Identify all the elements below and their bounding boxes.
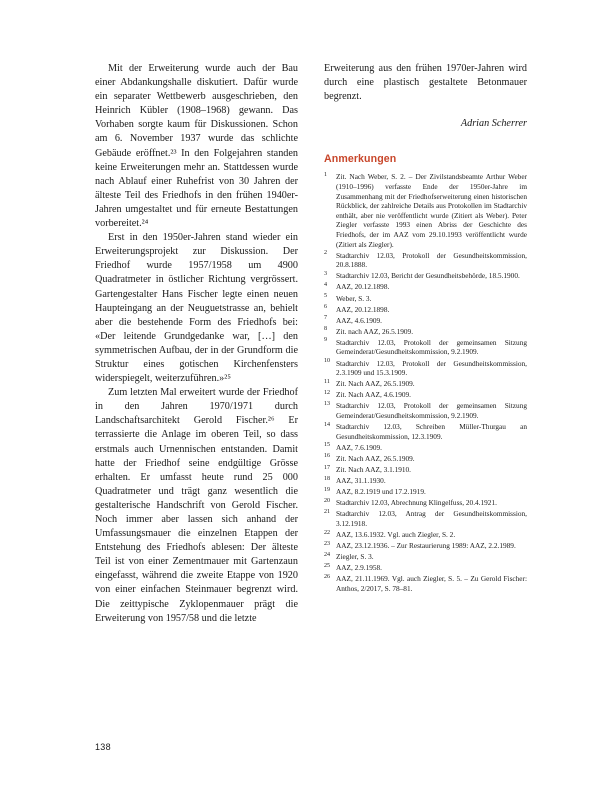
notes-heading: Anmerkungen [324,153,397,166]
footnote-text: AAZ, 31.1.1930. [336,476,386,486]
footnote-text: Zit. nach AAZ, 26.5.1909. [336,326,414,336]
author-signature: Adrian Scherrer [460,118,527,130]
footnote-text: AAZ, 21.11.1969. Vgl. auch Ziegler, S. 5. – Zu Gerold Fischer: Anthos, 2/2017, S. 78–81. [336,574,527,594]
footnote-number: 1 [324,171,328,178]
footnote-item [324,563,527,573]
footnote-item [324,251,527,270]
footnote-number: 6 [324,304,328,311]
footnote-text: Zit. Nach AAZ, 26.5.1909. [336,453,415,463]
footnote-text: Stadtarchiv 12.03, Protokoll der Gesundheitskommission, 20.8.1888. [336,250,527,270]
page-number: 138 [95,742,111,752]
footnote-item [324,401,527,420]
footnote-number: 26 [324,573,331,580]
footnote-text: Stadtarchiv 12.03, Protokoll der gemeinsamen Sitzung Gemeinderat/Gesundheitskommission, 9.2.1909. [336,401,527,421]
footnote-number: 4 [324,281,328,288]
footnote-text: AAZ, 20.12.1898. [336,282,390,292]
footnote-text: Stadtarchiv 12.03, Protokoll der Gesundheitskommission, 2.3.1909 und 15.3.1909. [336,358,527,378]
footnote-text: Stadtarchiv 12.03, Antrag der Gesundheitskommission, 3.12.1918. [336,509,527,528]
footnote-item [324,574,527,593]
footnote-text: AAZ, 20.12.1898. [336,304,390,314]
footnote-number: 21 [324,508,331,515]
footnote-text: AAZ, 4.6.1909. [336,315,383,325]
footnote-item [324,359,527,378]
footnote-text: AAZ, 2.9.1958. [336,563,383,573]
left-column [95,62,298,626]
footnote-number: 7 [324,315,328,322]
footnote-number: 15 [324,442,331,449]
footnote-text: AAZ, 7.6.1909. [336,442,383,452]
footnote-text: Zit. Nach Weber, S. 2. – Der Zivilstandsbeamte Arthur Weber (1910–1996) verfasste Ende der 1950er-Jahre im Zusammenhang mit der Friedhofserweiterung einen historischen Rückblick, der zahlreiche Details aus Protokollen im Stadtarchiv enthält, aber nie veröffentlicht wurde (Zitiert als Weber). Peter Ziegler verfasste 1993 einen Abriss der Geschichte des Friedhofs, der im AAZ vom 29.10.1993 veröffentlicht wurde (Zitiert als Ziegler). [336,172,527,249]
footnote-item [324,172,527,249]
footnote-text: AAZ, 23.12.1936. – Zur Restaurierung 1989: AAZ, 2.2.1989. [336,541,516,551]
footnote-item [324,509,527,528]
two-column-body [95,62,527,626]
footnote-item [324,476,527,486]
footnotes-list [324,172,527,593]
footnote-number: 9 [324,337,328,344]
footnote-number: 19 [324,486,331,493]
body-paragraph: Mit der Erweiterung wurde auch der Bau einer Abdankungshalle diskutiert. Dafür wurde ein separater Wettbewerb ausgeschrieben, den Heinrich Kübler (1908–1968) gewann. Das Vorhaben sorgte kaum für Diskussionen. Schon am 6. November 1937 wurde das schlichte Gebäude eröffnet.²³ In den Folgejahren standen keine Erweiterungen mehr an. Stattdessen wurde nach Ablauf einer Ruhefrist von 30 Jahren der älteste Teil des Friedhofs in den frühen 1940er-Jahren umgestaltet und für erneute Bestattungen vorbereitet.²⁴ [95,63,298,230]
footnote-text: Weber, S. 3. [336,293,372,303]
footnote-text: AAZ, 8.2.1919 und 17.2.1919. [336,487,426,497]
footnote-item [324,316,527,326]
footnote-text: Zit. Nach AAZ, 3.1.1910. [336,465,411,474]
footnote-text: Stadtarchiv 12.03, Bericht der Gesundheitsbehörde, 18.5.1900. [336,271,520,281]
footnote-item [324,338,527,357]
body-paragraph: Zum letzten Mal erweitert wurde der Friedhof in den Jahren 1970/1971 durch Landschaftsarchitekt Gerold Fischer.²⁶ Er terrassierte die Anlage im oberen Teil, so dass erstmals auch Urnennischen entstanden. Damit hatte der Friedhof seine endgültige Grösse erhalten. Er umfasst heute rund 25 000 Quadratmeter und trägt ganz wesentlich die gestalterische Handschrift von Gerold Fischer. Noch immer aber lassen sich anhand der Umfassungsmauer die einzelnen Etappen der Entstehung des Friedhofs ablesen: Der älteste Teil ist von einer Zementmauer mit Gartenzaun eingefasst, während die zweite Etappe von 1920 von einer einfachen Steinmauer begrenzt wird. Die zeittypische Zyklopenmauer prägt die Erweiterung von 1957/58 und die letzte [95,387,298,624]
right-column [324,62,527,626]
footnote-number: 11 [324,378,330,385]
footnote-text: Zit. Nach AAZ, 26.5.1909. [336,379,415,389]
footnote-number: 8 [324,326,328,333]
footnote-item [324,271,527,281]
footnote-item [324,454,527,464]
footnote-item [324,541,527,551]
footnote-item [324,282,527,292]
footnote-item [324,443,527,453]
footnote-text: Stadtarchiv 12.03, Abrechnung Klingelfuss, 20.4.1921. [336,498,497,508]
footnote-number: 18 [324,475,331,482]
footnote-number: 2 [324,250,328,257]
footnote-item [324,530,527,540]
footnote-number: 13 [324,400,331,407]
footnote-item [324,390,527,400]
footnote-text: Stadtarchiv 12.03, Protokoll der gemeinsamen Sitzung Gemeinderat/Gesundheitskommission, 9.2.1909. [336,337,527,357]
footnote-text: Ziegler, S. 3. [336,552,374,562]
footnote-number: 10 [324,358,331,365]
footnote-item [324,379,527,389]
footnote-text: Zit. Nach AAZ, 4.6.1909. [336,390,411,400]
footnote-item [324,422,527,441]
footnote-number: 24 [324,551,331,558]
footnote-number: 3 [324,270,328,277]
footnote-number: 12 [324,389,331,396]
footnote-item [324,552,527,562]
footnote-item [324,327,527,337]
body-paragraph: Erst in den 1950er-Jahren stand wieder ein Erweiterungsprojekt zur Diskussion. Der Friedhof wurde 1957/1958 um 4900 Quadratmeter in östlicher Richtung vergrössert. Gartengestalter Hans Fischer legte einen neuen Haupteingang an der Neuguetstrasse an, behielt aber die bestehende Form des Friedhofs bei: «Der leitende Grundgedanke war, […] den symmetrischen Aufbau, der in der Grundform die Struktur eines gotischen Kirchenfensters widerspiegelt, weiterzuführen.»²⁵ [95,232,298,385]
footnote-text: AAZ, 13.6.1932. Vgl. auch Ziegler, S. 2. [336,530,456,540]
footnote-number: 14 [324,421,331,428]
footnote-item [324,305,527,315]
footnote-text: Stadtarchiv 12.03, Schreiben Müller-Thurgau an Gesundheitskommission, 12.3.1909. [336,422,527,441]
footnote-item [324,487,527,497]
footnote-number: 23 [324,540,331,547]
body-paragraph-continuation: Erweiterung aus den frühen 1970er-Jahren wird durch eine plastisch gestaltete Betonmauer begrenzt. [324,63,527,103]
footnote-number: 5 [324,293,328,299]
footnote-number: 25 [324,562,331,569]
footnote-item [324,498,527,508]
footnote-item [324,294,527,304]
footnote-number: 22 [324,529,331,536]
footnote-number: 20 [324,497,331,504]
footnote-item [324,465,527,475]
footnote-number: 17 [324,464,331,471]
footnote-number: 16 [324,453,331,460]
